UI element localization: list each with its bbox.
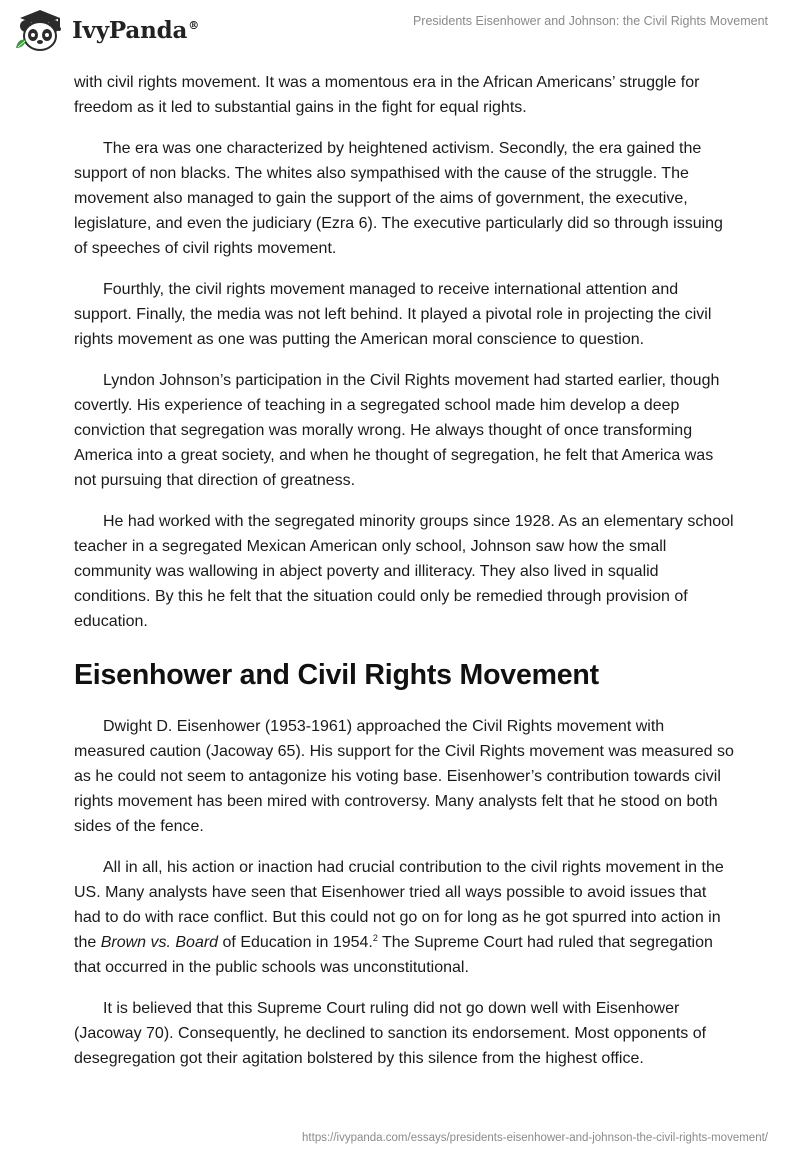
paragraph: Lyndon Johnson’s participation in the Civil Rights movement had started earlier, though covertly. His experience of teaching in a segregated school made him develop a deep conviction that segregation was morally wrong. He always thought of once transforming America into a great society, and when he thought of segregation, he felt that America was not pursuing that direction of greatness. bbox=[74, 372, 720, 489]
paragraph: It is believed that this Supreme Court ruling did not go down well with Eisenhower (Jacoway 70). Consequently, he declined to sanction its endorsement. Most opponents of desegregation got their agitation bolstered by this silence from the highest office. bbox=[74, 1000, 707, 1067]
footnote-marker[interactable]: 2 bbox=[372, 933, 378, 943]
case-name: Brown vs. Board bbox=[100, 934, 219, 951]
document-title: Presidents Eisenhower and Johnson: the Civil Rights Movement bbox=[412, 14, 768, 28]
paragraph-with-citation: All in all, his action or inaction had crucial contribution to the civil rights movement in the US. Many analysts have seen that Eisenhower tried all ways possible to avoid issues that had to do with race conflict. But this could not go on for long as he got spurred into action in the Brown vs. Board of Education in 1954.$^2$ The Supreme Court had ruled that segregation that occurred in the public schools was unconstitutional. bbox=[74, 859, 724, 976]
paragraph: He had worked with the segregated minority groups since 1928. As an elementary school teacher in a segregated Mexican American only school, Johnson saw how the small community was wallowing in abject poverty and illiteracy. They also lived in squalid conditions. By this he felt that the situation could only be remedied through provision of education. bbox=[74, 513, 734, 630]
paragraph: Fourthly, the civil rights movement managed to receive international attention and support. Finally, the media was not left behind. It played a pivotal role in projecting the civil rights movement as one was putting the American moral conscience to question. bbox=[74, 281, 712, 348]
essay-body bbox=[74, 70, 734, 1087]
source-url[interactable]: https://ivypanda.com/essays/presidents-eisenhower-and-johnson-the-civil-rights-movement/ bbox=[302, 1132, 768, 1144]
paragraph: The era was one characterized by heightened activism. Secondly, the era gained the support of non blacks. The whites also sympathised with the cause of the struggle. The movement also managed to gain the support of the aims of government, the executive, legislature, and even the judiciary (Ezra 6). The executive particularly did so through issuing of speeches of civil rights movement. bbox=[74, 140, 723, 257]
logo-wordmark: IvyPanda® bbox=[72, 16, 199, 44]
section-heading: Eisenhower and Civil Rights Movement bbox=[74, 659, 599, 691]
paragraph: Dwight D. Eisenhower (1953-1961) approached the Civil Rights movement with measured caution (Jacoway 65). His support for the Civil Rights movement was measured so as he could not seem to antagonize his voting base. Eisenhower’s contribution towards civil rights movement has been mired with controversy. Many analysts felt that he stood on both sides of the fence. bbox=[74, 718, 734, 835]
paragraph: with civil rights movement. It was a momentous era in the African Americans’ struggle for freedom as it led to substantial gains in the fight for equal rights. bbox=[74, 74, 700, 116]
ivypanda-logo[interactable] bbox=[14, 8, 199, 52]
panda-logo-icon bbox=[14, 8, 66, 52]
page-header bbox=[0, 0, 800, 60]
